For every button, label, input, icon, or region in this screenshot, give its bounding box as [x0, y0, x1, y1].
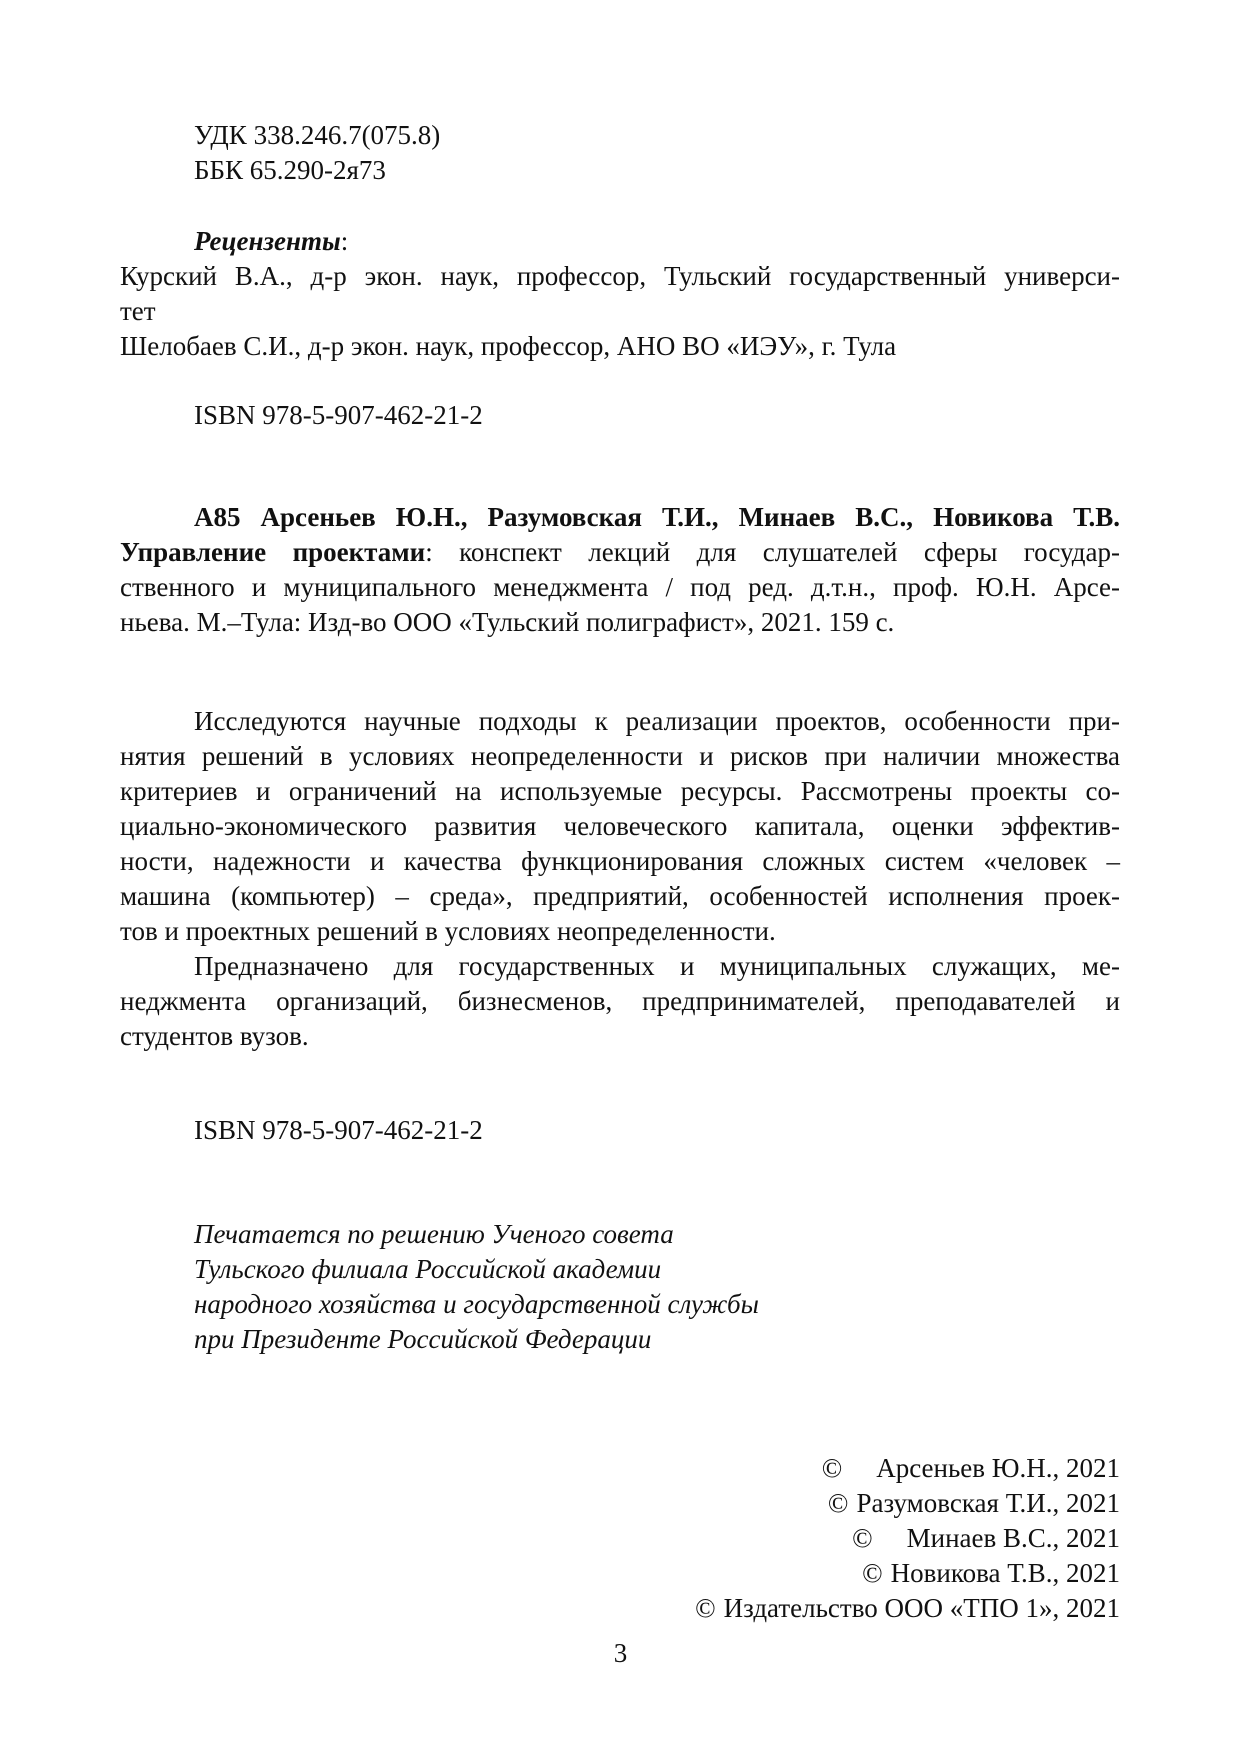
abstract-p2-line: студентов вузов.	[120, 1021, 309, 1051]
copyright-symbol: ©	[862, 1558, 883, 1588]
bibliographic-record	[120, 500, 1120, 640]
copyright-holder: Разумовская Т.И., 2021	[856, 1488, 1120, 1518]
bib-line-2: ственного и муниципального менеджмента / под ред. д.т.н., проф. Ю.Н. Арсе-	[120, 572, 1120, 602]
approval-line: Тульского филиала Российской академии	[194, 1254, 662, 1284]
bib-title: Управление проектами	[120, 537, 426, 567]
bib-authors: Арсеньев Ю.Н., Разумовская Т.И., Минаев В.С., Новикова Т.В.	[260, 502, 1120, 532]
classification-block	[120, 118, 1120, 188]
copyright-holder: Минаев В.С., 2021	[906, 1523, 1120, 1553]
reviewers-heading	[120, 224, 1120, 259]
copyright-holder: Новикова Т.В., 2021	[890, 1558, 1120, 1588]
abstract-p1-line: циально-экономического развития человеческого капитала, оценки эффектив-	[120, 811, 1120, 841]
page-number: 3	[613, 1638, 628, 1668]
abstract-p1-line: Исследуются научные подходы к реализации проектов, особенности при-	[194, 706, 1120, 736]
abstract-p1-line: нятия решений в условиях неопределенности и рисков при наличии множества	[120, 741, 1120, 771]
copyright-symbol: ©	[827, 1488, 849, 1518]
bib-authors-line	[120, 500, 1120, 535]
approval-line: народного хозяйства и государственной службы	[194, 1289, 759, 1319]
reviewer-2: Шелобаев С.И., д-р экон. наук, профессор, АНО ВО «ИЭУ», г. Тула	[120, 331, 897, 361]
udk-code: УДК 338.246.7(075.8)	[194, 120, 441, 150]
copyright-row	[600, 1521, 1120, 1556]
approval-line: Печатается по решению Ученого совета	[194, 1219, 674, 1249]
isbn-bottom: ISBN 978-5-907-462-21-2	[194, 1115, 483, 1145]
abstract-p1-line: машина (компьютер) – среда», предприятий, особенностей исполнения проек-	[120, 881, 1120, 911]
copyright-holder: Арсеньев Ю.Н., 2021	[876, 1453, 1120, 1483]
copyright-symbol: ©	[821, 1453, 843, 1483]
bbk-code: ББК 65.290-2я73	[194, 155, 386, 185]
isbn-top: ISBN 978-5-907-462-21-2	[194, 400, 483, 430]
reviewers-title: Рецензенты	[194, 226, 341, 256]
copyright-row	[600, 1591, 1120, 1626]
isbn-bottom-block	[120, 1113, 1120, 1148]
abstract-p1-line: ности, надежности и качества функционирования сложных систем «человек –	[120, 846, 1120, 876]
approval-note	[120, 1217, 1120, 1357]
isbn-top-block	[120, 398, 1120, 433]
bib-line1-rest: : конспект лекций для слушателей сферы государ-	[425, 537, 1120, 567]
copyright-block	[600, 1451, 1120, 1626]
abstract-p2-line: неджмента организаций, бизнесменов, предпринимателей, преподавателей и	[120, 986, 1120, 1016]
copyright-symbol: ©	[852, 1523, 873, 1553]
reviewer-1-line-1: Курский В.А., д-р экон. наук, профессор, Тульский государственный универси-	[120, 261, 1120, 291]
copyright-row	[600, 1451, 1120, 1486]
copyright-row	[600, 1556, 1120, 1591]
reviewer-1-line-2: тет	[120, 296, 156, 326]
copyright-row	[600, 1486, 1120, 1521]
abstract-p1-line: тов и проектных решений в условиях неопределенности.	[120, 916, 776, 946]
copyright-symbol: ©	[695, 1593, 716, 1623]
reviewers-block	[120, 224, 1120, 364]
approval-line: при Президенте Российской Федерации	[194, 1324, 652, 1354]
bib-line-3: ньева. М.–Тула: Изд-во ООО «Тульский полиграфист», 2021. 159 с.	[120, 607, 895, 637]
abstract-p1-line: критериев и ограничений на используемые ресурсы. Рассмотрены проекты со-	[120, 776, 1120, 806]
reviewers-colon: :	[340, 226, 349, 256]
bib-code: А85	[194, 502, 241, 532]
abstract-p2-line: Предназначено для государственных и муниципальных служащих, ме-	[194, 951, 1120, 981]
abstract-block	[120, 704, 1120, 1054]
bib-title-line	[120, 535, 1120, 570]
copyright-holder: Издательство ООО «ТПО 1», 2021	[723, 1593, 1120, 1623]
